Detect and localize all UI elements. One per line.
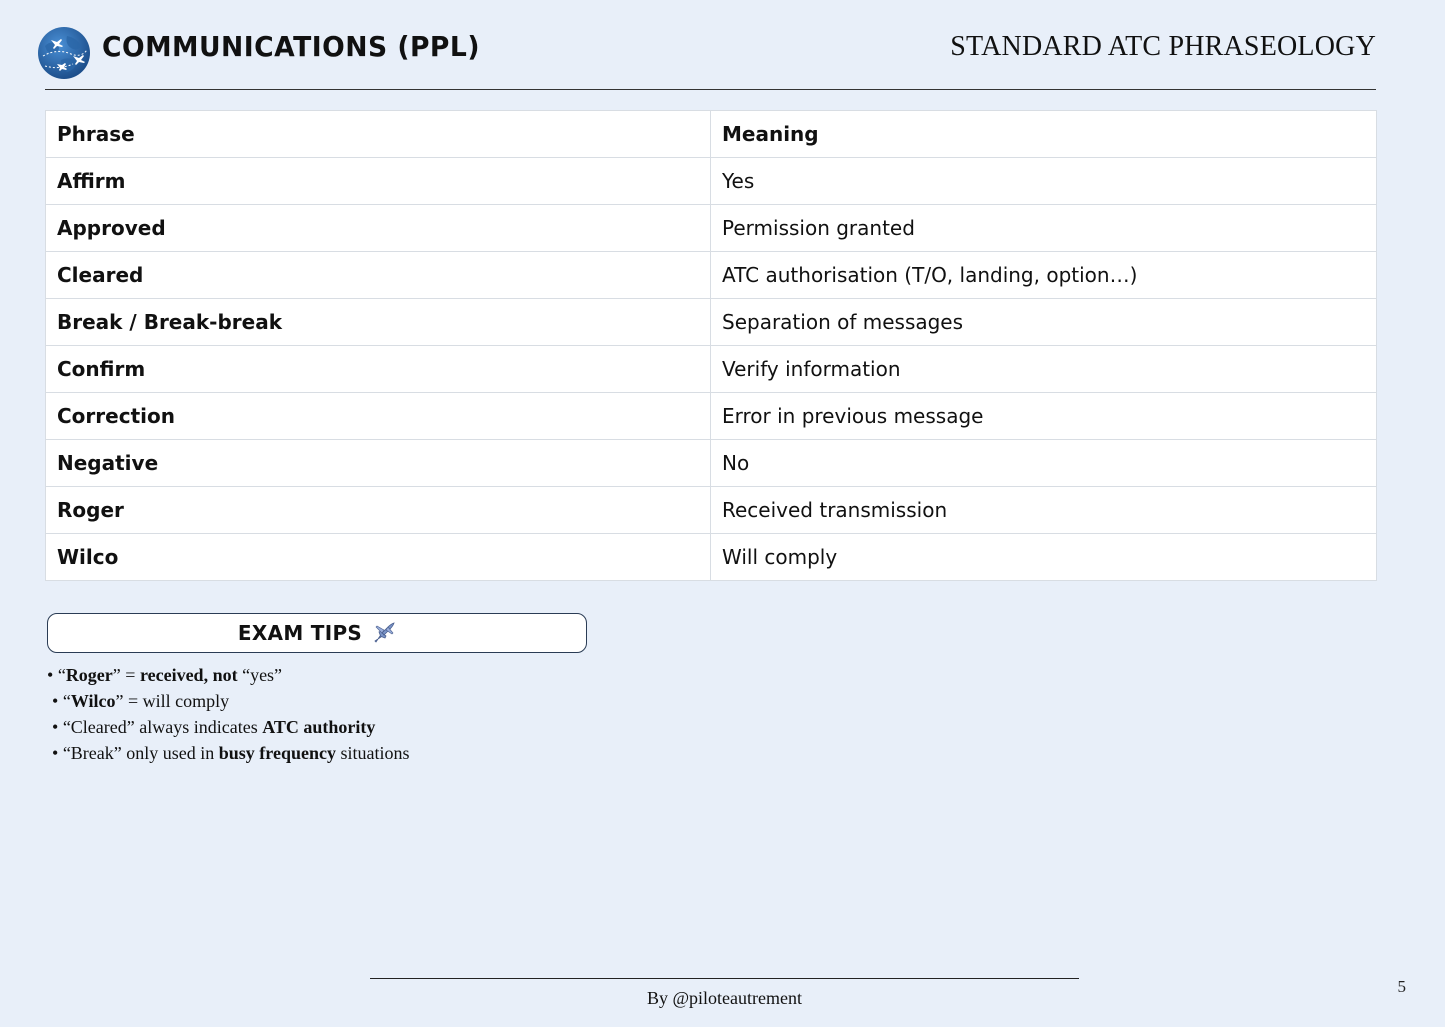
phrase-cell: Negative <box>46 440 711 487</box>
table-row <box>46 534 1377 581</box>
tip-text: “ <box>58 691 71 711</box>
header-divider <box>45 89 1376 90</box>
exam-tips-label: EXAM TIPS <box>237 621 363 645</box>
table-row <box>46 158 1377 205</box>
meaning-cell: No <box>711 440 1377 487</box>
table-row <box>46 346 1377 393</box>
tip-text: ” = <box>112 665 140 685</box>
tip-bullet: • <box>52 691 59 711</box>
tip-item <box>47 714 409 740</box>
table-row <box>46 299 1377 346</box>
exam-tips-list <box>47 662 409 766</box>
table-row <box>46 252 1377 299</box>
tip-emphasis: Roger <box>65 665 113 685</box>
airplane-icon <box>372 621 396 645</box>
column-header-phrase: Phrase <box>46 111 711 158</box>
column-header-meaning: Meaning <box>711 111 1377 158</box>
page-title: STANDARD ATC PHRASEOLOGY <box>950 31 1376 62</box>
tip-bullet: • <box>52 743 59 763</box>
table-row <box>46 205 1377 252</box>
phrase-cell: Break / Break-break <box>46 299 711 346</box>
table-header-row <box>46 111 1377 158</box>
phrase-cell: Confirm <box>46 346 711 393</box>
tip-emphasis: ATC authority <box>262 717 376 737</box>
tip-text: “Break” only used in <box>58 743 219 763</box>
tip-text: situations <box>335 743 410 763</box>
phrase-cell: Cleared <box>46 252 711 299</box>
tip-text: “Cleared” always indicates <box>58 717 263 737</box>
table-row <box>46 487 1377 534</box>
meaning-cell: Will comply <box>711 534 1377 581</box>
meaning-cell: Verify information <box>711 346 1377 393</box>
page-number: 5 <box>1397 977 1406 996</box>
footer-divider <box>370 978 1079 979</box>
phrase-cell: Roger <box>46 487 711 534</box>
footer-credit: By @piloteautrement <box>646 988 803 1008</box>
table-row <box>46 440 1377 487</box>
tip-bullet: • <box>52 717 59 737</box>
section-heading: COMMUNICATIONS (PPL) <box>102 30 480 63</box>
tip-item <box>47 688 409 714</box>
meaning-cell: Received transmission <box>711 487 1377 534</box>
meaning-cell: Separation of messages <box>711 299 1377 346</box>
exam-tips-header <box>47 613 587 653</box>
tip-bullet: • <box>47 665 54 685</box>
tip-emphasis: busy frequency <box>218 743 336 763</box>
meaning-cell: Error in previous message <box>711 393 1377 440</box>
tip-item <box>47 662 409 688</box>
phrase-cell: Affirm <box>46 158 711 205</box>
phraseology-table <box>45 110 1377 581</box>
phrase-cell: Wilco <box>46 534 711 581</box>
table-row <box>46 393 1377 440</box>
phrase-cell: Correction <box>46 393 711 440</box>
meaning-cell: Yes <box>711 158 1377 205</box>
tip-emphasis: Wilco <box>70 691 116 711</box>
tip-text: ” = will comply <box>115 691 230 711</box>
tip-item <box>47 740 409 766</box>
tip-text: “yes” <box>237 665 283 685</box>
meaning-cell: ATC authorisation (T/O, landing, option…) <box>711 252 1377 299</box>
phrase-cell: Approved <box>46 205 711 252</box>
globe-airplanes-icon <box>37 26 91 80</box>
tip-text: “ <box>53 665 66 685</box>
meaning-cell: Permission granted <box>711 205 1377 252</box>
tip-emphasis: received, not <box>139 665 238 685</box>
